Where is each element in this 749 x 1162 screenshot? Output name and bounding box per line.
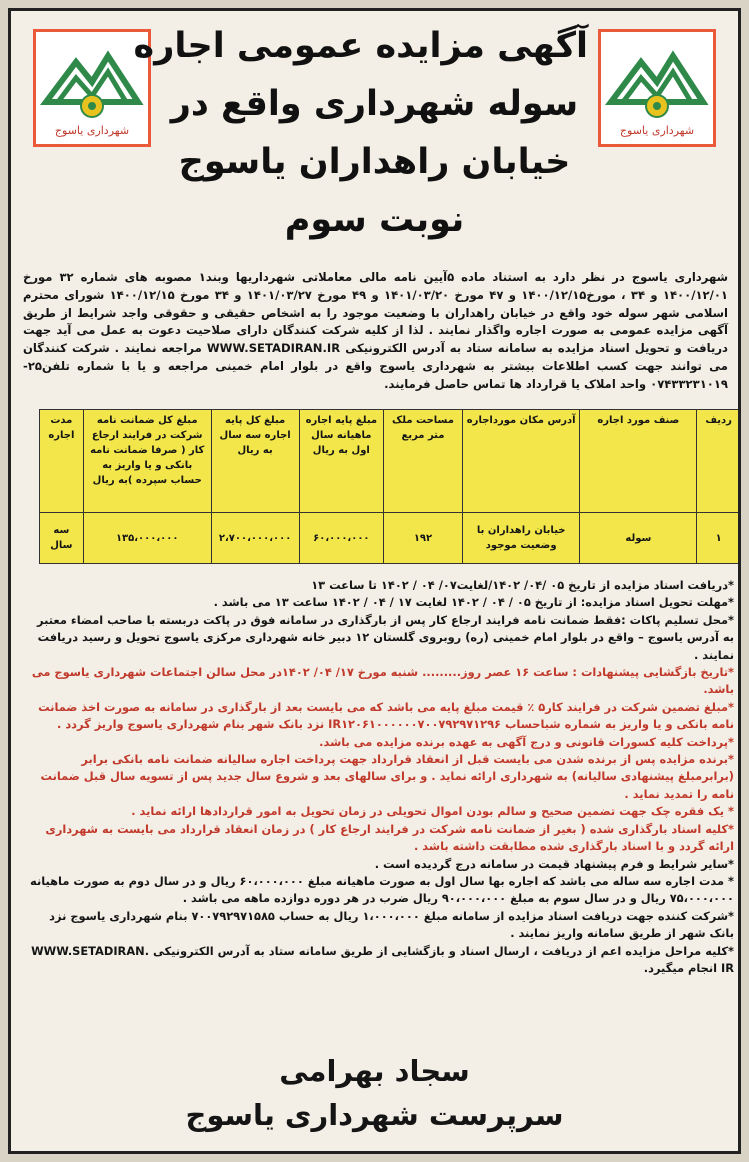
municipality-logo-right [598,29,716,147]
table-row [40,513,741,564]
signature-block [11,1049,738,1137]
cell-guarantee: ۱۳۵،۰۰۰،۰۰۰ [83,513,211,564]
header-address: آدرس مکان مورداجاره [462,410,580,513]
header-monthly-rent: مبلغ پایه اجاره ماهیانه سال اول به ریال [299,410,383,513]
header-lease-type: صنف مورد اجاره [580,410,697,513]
header-total-rent: مبلغ کل پایه اجاره سه سال به ریال [211,410,299,513]
cell-lease-type: سوله [580,513,697,564]
header-area: مساحت ملک متر مربع [384,410,463,513]
cell-monthly-rent: ۶۰،۰۰۰،۰۰۰ [299,513,383,564]
title-line: آگهی مزایده عمومی اجاره [133,26,588,66]
condition-item: *شرکت کننده جهت دریافت اسناد مزایده از سامانه مبلغ ۱،۰۰۰،۰۰۰ ریال به حساب ۷۰۰۷۹۲۹۷۱۵۸۵ بنام شهرداری یاسوج نزد بانک شهر از طریق سامانه واریز نمایند . [49,908,734,941]
intro-text: مراجعه نمایند . شرکت کنندگان می توانند جهت کسب اطلاعات بیشتر به شهرداری یاسوج واقع در بلوار امام خمینی مراجعه و یا با شماره تلفن۲۵- ۰۷۴۳۳۲۳۱۰۱۹ واحد املاک یا قرارداد ها تماس حاصل فرمایند. [23,341,728,391]
condition-item: * یک فقره چک جهت تضمین صحیح و سالم بودن اموال تحویلی در زمان تحویل به امور قراردادها ارائه نماید . [131,804,734,819]
title-line: خیابان راهداران یاسوج [178,142,571,182]
cell-area: ۱۹۲ [384,513,463,564]
header-row-no: ردیف [697,410,741,513]
setad-url: WWW.SETADIRAN.IR [206,341,341,356]
intro-paragraph [23,269,728,394]
title-line: نوبت سوم [284,200,465,240]
condition-item: *کلیه مراحل مزایده اعم از دریافت ، ارسال اسناد و بازگشایی از طریق سامانه ستاد به آدرس الکترونیکی .WWW.SETADIRAN IR انجام میگیرد. [31,943,734,975]
signatory-role: سرپرست شهرداری یاسوج [185,1098,564,1132]
title-line: سوله شهرداری واقع در [170,84,579,124]
notice-title [133,17,588,249]
condition-item: *برنده مزایده پس از برنده شدن می بایست قبل از انعقاد قرارداد جهت پرداخت اجاره سالیانه ضمانت نامه بانکی برابر (برابرمبلغ پیشنهادی سالیانه) به شهرداری ارائه نماید . و برای سالهای بعد و شروع سال جدید پس از تسویه سال قبل ضمانت نامه را تمدید نماید . [40,752,734,801]
condition-item: *محل تسلیم پاکات :فقط ضمانت نامه فرایند ارجاع کار پس از بارگذاری در سامانه فوق در پاکت دربسته با صاحب امضاء معتبر به آدرس یاسوج – واقع در بلوار امام خمینی (ره) روبروی گلستان ۱۲ دبیر خانه شهرداری مرکزی یاسوج تحویل و رسید دریافت نمایند . [37,612,734,662]
condition-item: *کلیه اسناد بارگذاری شده ( بغیر از ضمانت نامه شرکت در فرایند ارجاع کار ) در زمان انعقاد قرارداد می بایست به شهرداری ارائه گردد و با اسناد بارگذاری شده مطابقت داشته باشد . [45,821,734,854]
cell-duration: سه سال [40,513,84,564]
table-header-row [40,410,741,513]
condition-item: *مبلغ تضمین شرکت در فرایند کار۵ ٪ قیمت مبلغ پایه می باشد که می بایست بعد از بارگذاری در سامانه به صورت اخذ ضمانت نامه بانکی و یا واریز به شماره شباحساب IR۱۲۰۶۱۰۰۰۰۰۰۷۰۰۷۹۲۹۷۱۲۹۶ نزد بانک شهر بنام شهرداری یاسوج واریز گردد . [38,699,734,732]
cell-row-no: ۱ [697,513,741,564]
condition-item: *پرداخت کلیه کسورات قانونی و درج آگهی به عهده برنده مزایده می باشد. [319,734,734,749]
svg-text:شهرداری یاسوج: شهرداری یاسوج [54,124,130,137]
header-guarantee: مبلغ کل ضمانت نامه شرکت در فرایند ارجاع کار ( صرفا ضمانت نامه بانکی و یا واریز به حساب سپرده )به ریال [83,410,211,513]
condition-item: *تاریخ بازگشایی پیشنهادات : ساعت ۱۶ عصر روز......... شنبه مورخ ۱۷/ ۰۴/ ۱۴۰۲در محل سالن اجتماعات شهرداری یاسوج می باشد. [31,665,734,697]
svg-text:شهرداری یاسوج: شهرداری یاسوج [619,124,695,137]
intro-text: شهرداری یاسوج در نظر دارد به استناد ماده ۵آیین نامه مالی معاملاتی شهرداریها وبند۱ مصوبه های شماره ۳۲ مورخ ۱۴۰۰/۱۲/۰۱ و ۳۴ ، مورخ۱۴۰۰/۱۲/۱۵ و ۴۷ مورخ ۱۴۰۱/۰۳/۲۰ و ۴۹ مورخ ۱۴۰۱/۰۳/۲۷ و ۳۴ مورخ ۱۴۰۰/۱۲/۱۵ شورای محترم اسلامی شهر سوله خود واقع در خیابان راهداران با وضعیت موجود را به اشخاص حقیقی و حقوقی واجد شرایط از طریق آگهی مزایده عمومی به صورت اجاره واگذار نمایند . لذا از کلیه شرکت کنندگان دارای صلاحیت دعوت به عمل می آید جهت دریافت و تحویل اسناد مزایده به سامانه ستاد به آدرس الکترونیکی [23,270,729,356]
condition-item: *دریافت اسناد مزایده از تاریخ ۰۵ /۰۴/ ۱۴۰۲/لغایت۰۷/ ۰۴ / ۱۴۰۲ تا ساعت ۱۳ [311,578,734,592]
header-duration: مدت اجاره [40,410,84,513]
newspaper-notice [8,8,741,1154]
condition-item: *سایر شرایط و فرم پیشنهاد قیمت در سامانه درج گردیده است . [374,856,734,871]
conditions-list [23,577,734,977]
cell-total-rent: ۲،۷۰۰،۰۰۰،۰۰۰ [211,513,299,564]
condition-item: *مهلت تحویل اسناد مزایده: از تاریخ ۰۵ / ۰۴ / ۱۴۰۲ لغایت ۱۷ / ۰۴ / ۱۴۰۲ ساعت ۱۳ می باشد . [213,595,734,610]
condition-item: * مدت اجاره سه ساله می باشد که اجاره بها سال اول به صورت ماهیانه مبلغ ۶۰،۰۰۰،۰۰۰ ریال و در سال دوم به صورت ماهیانه ۷۵،۰۰۰،۰۰۰ ریال و در سال سوم به مبلغ ۹۰،۰۰۰،۰۰۰ ریال ضرب در هر دوره دوازده ماهه می باشد . [30,873,734,906]
signatory-name: سجاد بهرامی [279,1054,470,1088]
cell-address: خیابان راهداران با وضعیت موجود [462,513,580,564]
lease-details-table [39,409,741,564]
